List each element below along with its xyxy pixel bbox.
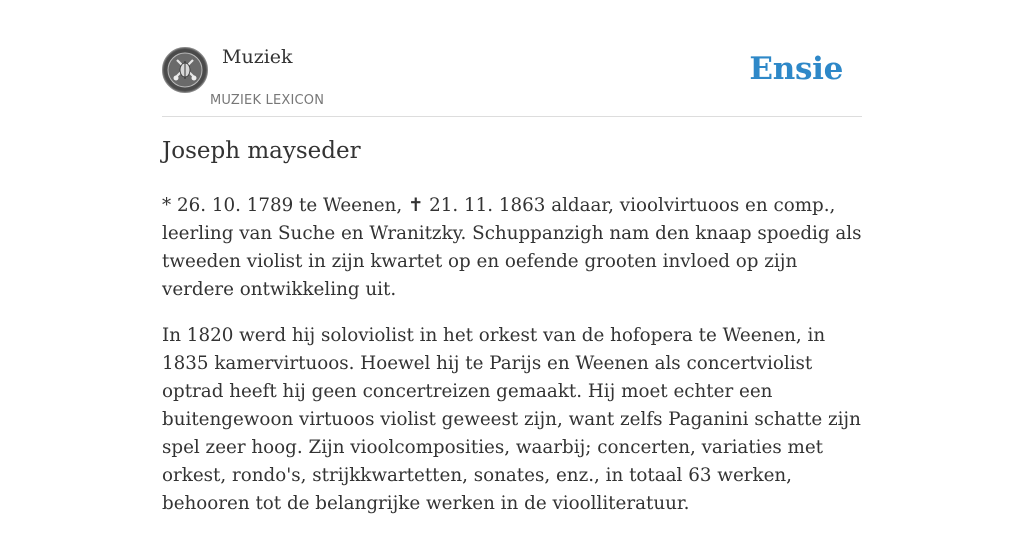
- article-body: [162, 192, 862, 536]
- site-header: [162, 40, 862, 117]
- article-title: Joseph mayseder: [162, 138, 361, 164]
- brand-logo[interactable]: Ensie: [749, 51, 843, 87]
- music-instrument-emblem-icon[interactable]: [162, 47, 208, 93]
- category-link[interactable]: Muziek: [222, 46, 293, 68]
- article-paragraph: In 1820 werd hij soloviolist in het orkest van de hofopera te Weenen, in 1835 kamervirtuoos. Hoewel hij te Parijs en Weenen als concertviolist optrad heeft hij geen concertreizen gemaakt. Hij moet echter een buitengewoon virtuoos violist geweest zijn, want zelfs Paganini schatte zijn spel zeer hoog. Zijn vioolcomposities, waarbij; concerten, variaties met orkest, rondo's, strijkkwartetten, sonates, enz., in totaal 63 werken, behooren tot de belangrijke werken in de vioolliteratuur.: [162, 325, 861, 514]
- article-paragraph: * 26. 10. 1789 te Weenen, ✝ 21. 11. 1863 aldaar, vioolvirtuoos en comp., leerling van Suche en Wranitzky. Schuppanzigh nam den knaap spoedig als tweeden violist in zijn kwartet op en oefende grooten invloed op zijn verdere ontwikkeling uit.: [162, 195, 862, 300]
- category-sublabel: MUZIEK LEXICON: [210, 93, 325, 108]
